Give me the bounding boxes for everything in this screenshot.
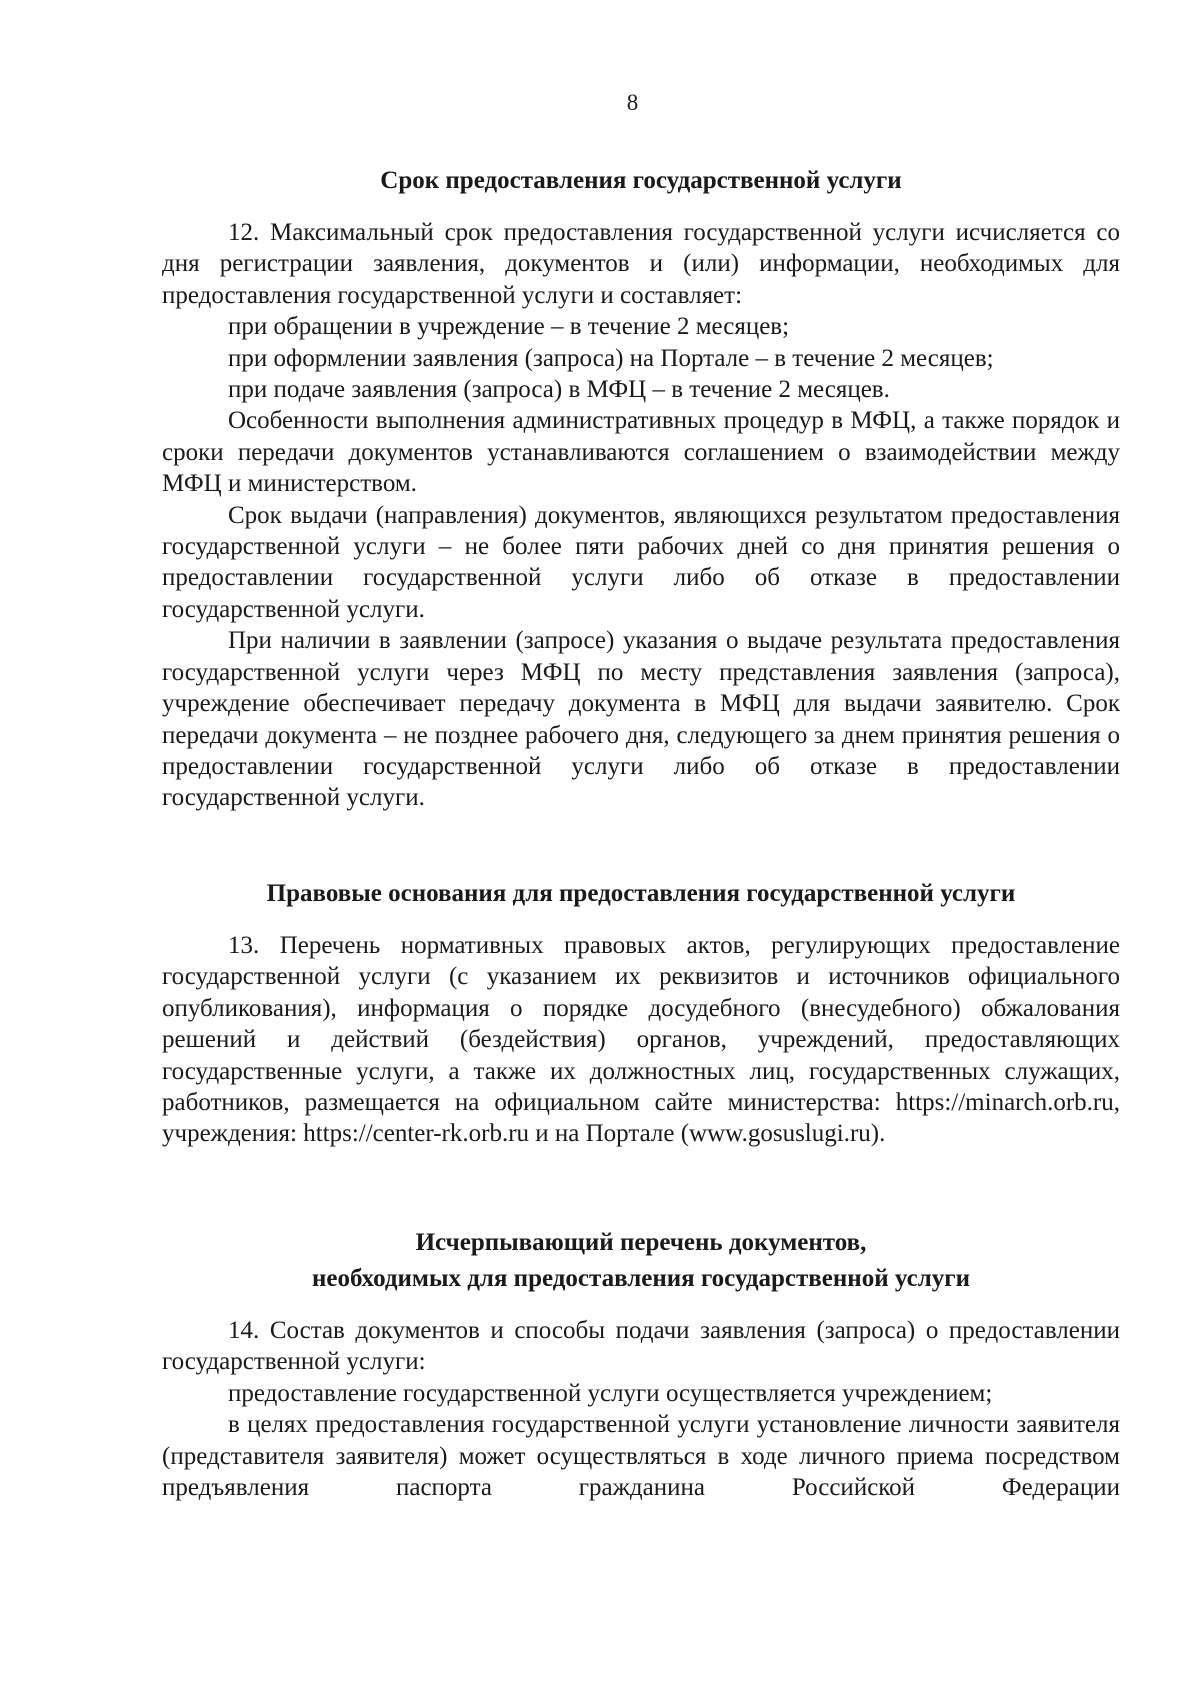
paragraph: при подаче заявления (запроса) в МФЦ – в течение 2 месяцев. (228, 376, 890, 404)
section-deadline (162, 163, 1120, 814)
spacer (162, 1297, 1120, 1315)
paragraph: 13. Перечень нормативных правовых актов, регулирующих предоставление государственной услуги (с указанием их реквизитов и источников официального опубликования), информация о порядке досудебного (внесудебного) обжалования решений и действий (бездействия) органов, учреждений, предоставляющих государственные услуги, а также их должностных лиц, государственных служащих, работников, размещается на официальном сайте министерства: https://minarch.orb.ru, учреждения: https://center-rk.orb.ru и на Портале (www.gosuslugi.ru). (162, 932, 1120, 1148)
paragraph: при обращении в учреждение – в течение 2 месяцев; (228, 313, 790, 341)
spacer (162, 199, 1120, 217)
section-legal-basis (162, 876, 1120, 1150)
paragraph: при оформлении заявления (запроса) на Портале – в течение 2 месяцев; (228, 344, 994, 372)
paragraph: При наличии в заявлении (запросе) указания о выдаче результата предоставления государственной услуги через МФЦ по месту представления заявления (запроса), учреждение обеспечивает передачу документа в МФЦ для выдачи заявителю. Срок передачи документа – не позднее рабочего дня, следующего за днем принятия решения о предоставлении государственной услуги либо об отказе в предоставлении государственной услуги. (162, 627, 1120, 812)
section-heading: Срок предоставления государственной услуги (380, 167, 902, 194)
paragraph: предоставление государственной услуги осуществляется учреждением; (228, 1379, 993, 1407)
spacer (162, 912, 1120, 930)
section-heading-line: Исчерпывающий перечень документов, (415, 1229, 867, 1256)
page-number: 8 (626, 90, 639, 115)
paragraph: в целях предоставления государственной услуги установление личности заявителя (представителя заявителя) может осуществляться в ходе личного приема посредством предъявления паспорта гражданина Российской Федерации (162, 1411, 1120, 1502)
paragraph: 12. Максимальный срок предоставления государственной услуги исчисляется со дня регистрации заявления, документов и (или) информации, необходимых для предоставления государственной услуги и составляет: (162, 219, 1120, 309)
section-heading-line: необходимых для предоставления государственной услуги (312, 1265, 970, 1292)
paragraph: 14. Состав документов и способы подачи заявления (запроса) о предоставлении государственной услуги: (162, 1317, 1120, 1376)
paragraph: Особенности выполнения административных процедур в МФЦ, а также порядок и сроки передачи документов устанавливаются соглашением о взаимодействии между МФЦ и министерством. (162, 407, 1120, 498)
section-heading: Правовые основания для предоставления государственной услуги (266, 880, 1016, 907)
paragraph: Срок выдачи (направления) документов, являющихся результатом предоставления государственной услуги – не более пяти рабочих дней со дня принятия решения о предоставлении государственной услуги либо об отказе в предоставлении государственной услуги. (162, 501, 1120, 623)
section-documents-list (162, 1225, 1120, 1503)
